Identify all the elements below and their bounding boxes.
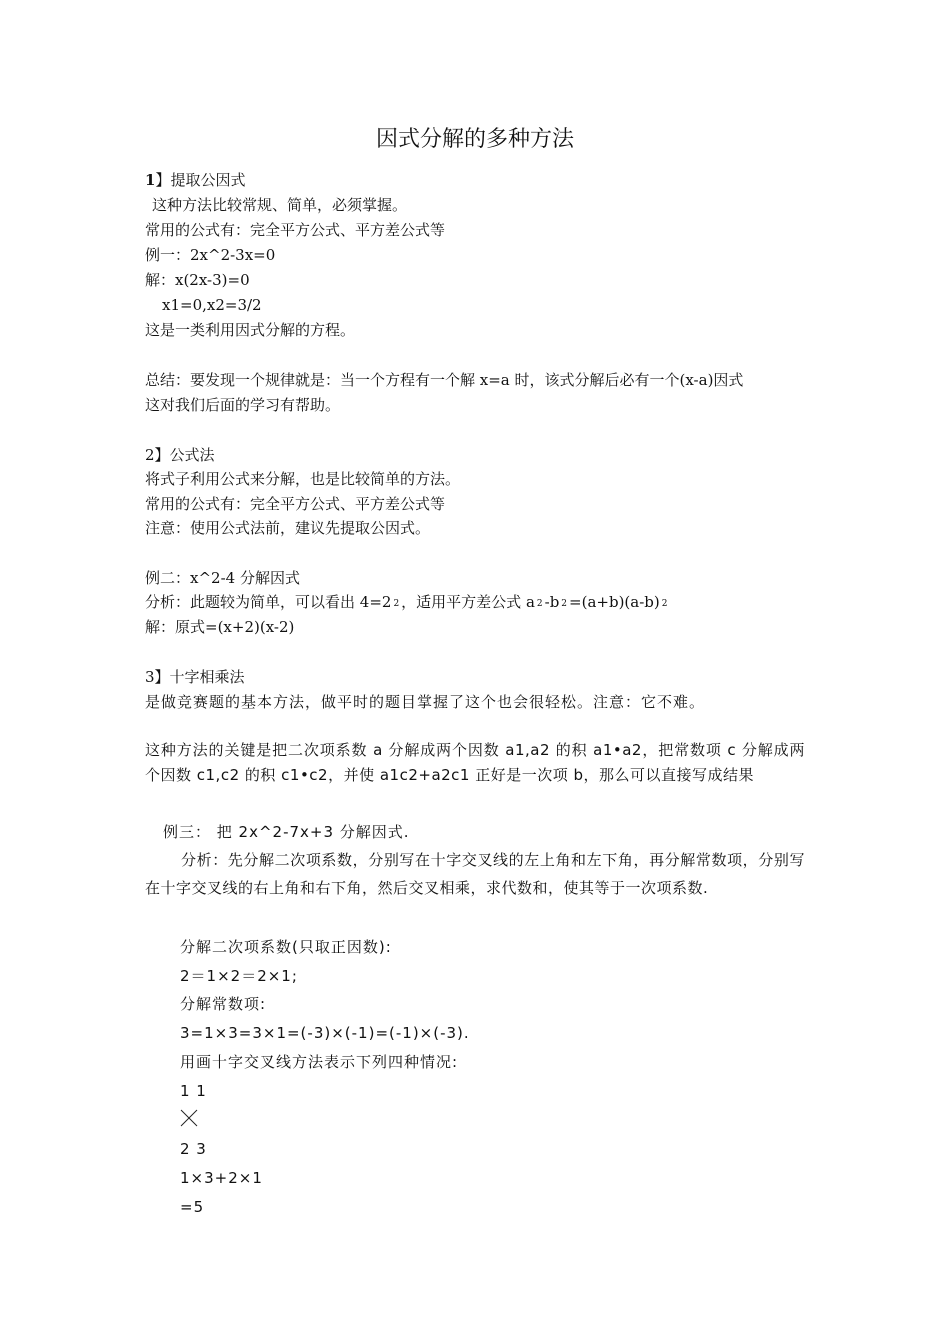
superscript: 2 <box>561 599 568 609</box>
cross-top-numbers: 1 1 <box>180 1082 207 1100</box>
cross-multiply-icon <box>180 1109 198 1127</box>
s1-summary-2: 这对我们后面的学习有帮助。 <box>145 396 341 414</box>
s1-example: 例一：2x^2-3x=0 <box>145 246 276 264</box>
s1-line-1: 这种方法比较常规、简单，必须掌握。 <box>152 196 408 214</box>
s2-line-1: 将式子利用公式来分解，也是比较简单的方法。 <box>145 470 461 488</box>
section-2-heading: 2】公式法 <box>145 446 215 464</box>
section-3-heading: 3】十字相乘法 <box>145 668 245 686</box>
s2-line-3: 注意：使用公式法前，建议先提取公因式。 <box>145 519 431 537</box>
s2-analysis-part-a: 分析：此题较为简单，可以看出 4=2 <box>145 593 392 611</box>
s1-roots: x1=0,x2=3/2 <box>162 296 262 314</box>
s3-line-1: 是做竞赛题的基本方法，做平时的题目掌握了这个也会很轻松。注意：它不难。 <box>145 693 706 711</box>
cross-product-sum: 1×3+2×1 <box>180 1169 263 1187</box>
s2-analysis-part-b: ，适用平方差公式 a <box>401 593 535 611</box>
s3-example: 例三： 把 2x^2-7x+3 分解因式. <box>163 823 410 841</box>
s2-example: 例二：x^2-4 分解因式 <box>145 569 300 587</box>
section-1-heading <box>145 170 245 190</box>
s2-solution: 解：原式=(x+2)(x-2) <box>145 618 295 636</box>
s3-line-l4: 3=1×3=3×1=(-3)×(-1)=(-1)×(-3). <box>180 1024 470 1042</box>
s3-line-l3: 分解常数项: <box>180 995 267 1013</box>
s1-line-6: 这是一类利用因式分解的方程。 <box>145 321 356 339</box>
superscript: 2 <box>661 599 668 609</box>
s1-summary-1: 总结：要发现一个规律就是：当一个方程有一个解 x=a 时，该式分解后必有一个(x-a)因式 <box>145 371 744 389</box>
s3-line-l1: 分解二次项系数(只取正因数): <box>180 938 392 956</box>
s2-analysis <box>145 592 669 615</box>
s2-analysis-part-d: =(a+b)(a-b) <box>569 593 660 611</box>
cross-result: =5 <box>180 1198 205 1216</box>
superscript: 2 <box>393 599 400 609</box>
section-1-title: 】提取公因式 <box>155 171 246 189</box>
superscript: 2 <box>536 599 543 609</box>
cross-bottom-numbers: 2 3 <box>180 1140 207 1158</box>
s3-line-l5: 用画十字交叉线方法表示下列四种情况: <box>180 1053 459 1071</box>
s1-solution: 解：x(2x-3)=0 <box>145 271 250 289</box>
s2-analysis-part-c: -b <box>544 593 560 611</box>
s2-line-2: 常用的公式有：完全平方公式、平方差公式等 <box>145 495 446 513</box>
s3-line-l2: 2＝1×2＝2×1; <box>180 967 298 985</box>
s1-line-2: 常用的公式有：完全平方公式、平方差公式等 <box>145 221 446 239</box>
s3-paragraph: 这种方法的关键是把二次项系数 a 分解成两个因数 a1,a2 的积 a1•a2，把常数项 c 分解成两个因数 c1,c2 的积 c1•c2，并使 a1c2+a2c1 正好是一次项 b，那么可以直接写成结果 <box>145 741 805 784</box>
section-1-number: 1 <box>145 171 156 189</box>
page-title: 因式分解的多种方法 <box>375 127 574 152</box>
s3-analysis: 分析：先分解二次项系数，分别写在十字交叉线的左上角和左下角，再分解常数项，分别写在十字交叉线的右上角和右下角，然后交叉相乘，求代数和，使其等于一次项系数. <box>145 851 805 897</box>
